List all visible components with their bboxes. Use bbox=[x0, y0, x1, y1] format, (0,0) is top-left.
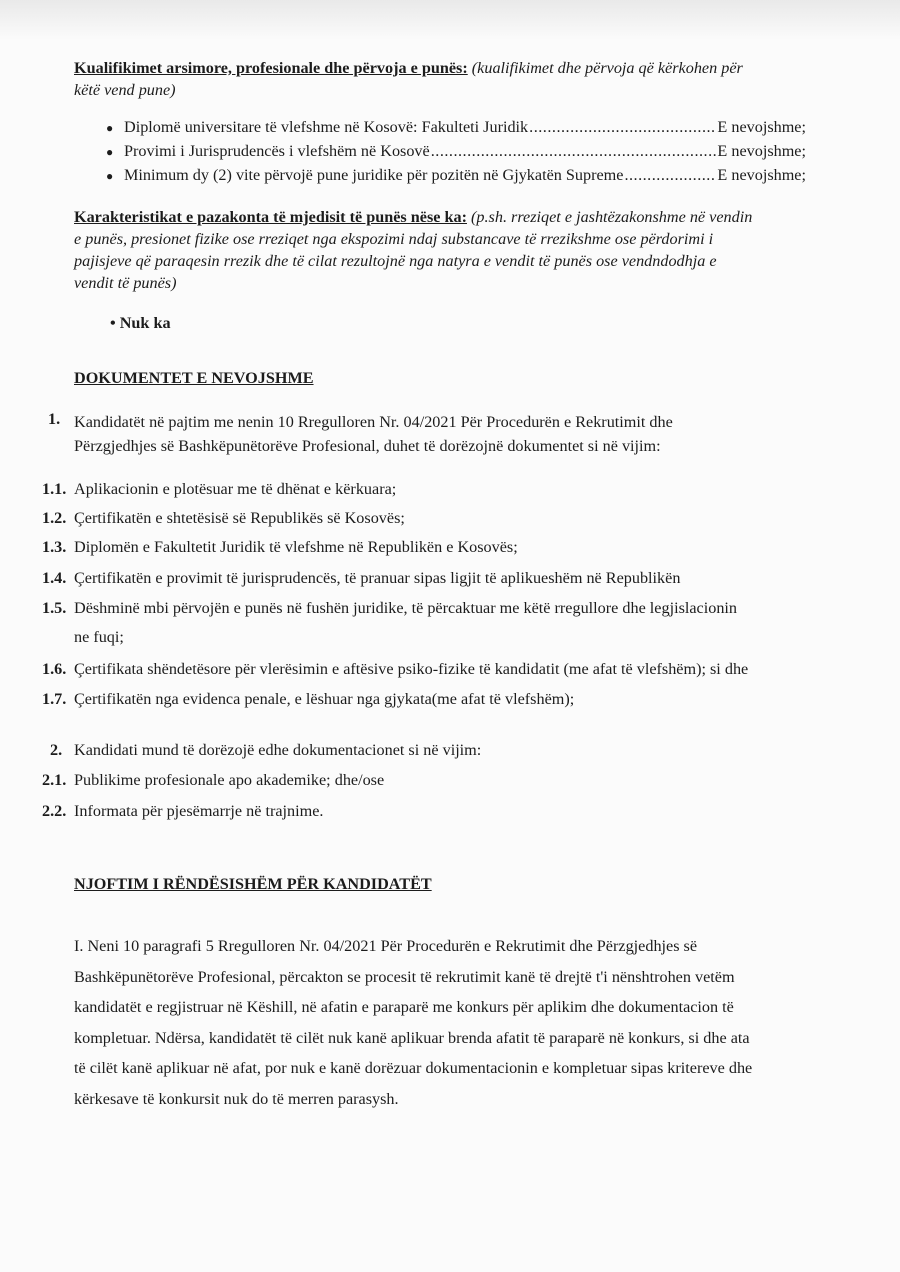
notice-paragraph bbox=[74, 931, 814, 1114]
list-item bbox=[106, 118, 806, 142]
qualification-requirement: E nevojshme; bbox=[717, 166, 806, 184]
documents-heading: DOKUMENTET E NEVOJSHME bbox=[74, 369, 314, 387]
leader-dots bbox=[529, 118, 716, 137]
qualification-requirement: E nevojshme; bbox=[717, 142, 806, 160]
subitem-text: Çertifikata shëndetësore për vlerësimin e aftësive psiko-fizike të kandidatit (me afat të vlefshëm); si dhe bbox=[74, 660, 749, 678]
subitem-number: 1.2. bbox=[42, 509, 67, 527]
environment-header bbox=[74, 207, 834, 294]
subitem-number: 2.1. bbox=[42, 771, 67, 789]
environment-note-1: (p.sh. rreziqet e jashtëzakonshme në vendin bbox=[471, 208, 753, 226]
item-text: Kandidati mund të dorëzojë edhe dokumentacionet si në vijim: bbox=[74, 741, 482, 759]
notice-line-2: Bashkëpunëtorëve Profesional, përcakton se procesit të rekrutimit kanë të drejtë t'i nënshtrohen vetëm bbox=[74, 967, 735, 986]
subitem-text: Publikime profesionale apo akademike; dhe/ose bbox=[74, 771, 385, 789]
subitem-number: 1.7. bbox=[42, 690, 67, 708]
documents-intro-line-2: Përzgjedhjes së Bashkëpunëtorëve Profesional, duhet të dorëzojnë dokumentet si në vijim: bbox=[74, 437, 661, 455]
notice-line-3: kandidatët e regjistruar në Këshill, në afatin e paraparë me konkurs për aplikim dhe dokumentacion të bbox=[74, 998, 734, 1016]
subitem-number: 1.5. bbox=[42, 599, 67, 617]
qualifications-note: (kualifikimet dhe përvoja që kërkohen për bbox=[471, 59, 743, 77]
notice-line-1: I. Neni 10 paragrafi 5 Rregulloren Nr. 04/2021 Për Procedurën e Rekrutimit dhe Përzgjedhjes së bbox=[74, 937, 698, 955]
documents-intro-line-1: Kandidatët në pajtim me nenin 10 Rregulloren Nr. 04/2021 Për Procedurën e Rekrutimit dhe bbox=[74, 413, 673, 431]
bullet-icon: ● bbox=[106, 145, 114, 159]
subitem-text: Çertifikatën e shtetësisë së Republikës së Kosovës; bbox=[74, 509, 405, 527]
scan-shadow bbox=[0, 0, 900, 40]
subitem-text: Çertifikatën e provimit të jurisprudencës, të pranuar sipas ligjit të aplikueshëm në Republikën bbox=[74, 569, 681, 587]
item-number: 1. bbox=[48, 410, 61, 428]
environment-note-2: e punës, presionet fizike ose rreziqet nga ekspozimi ndaj substancave të rrezikshme ose përdorimi i bbox=[74, 229, 714, 248]
notice-heading: NJOFTIM I RËNDËSISHËM PËR KANDIDATËT bbox=[74, 875, 432, 893]
qualification-text: Provimi i Jurisprudencës i vlefshëm në Kosovë bbox=[124, 142, 430, 160]
leader-dots bbox=[624, 166, 716, 185]
qualifications-heading: Kualifikimet arsimore, profesionale dhe përvoja e punës: bbox=[74, 59, 468, 77]
environment-value: • Nuk ka bbox=[110, 314, 171, 332]
subitem-text: Informata për pjesëmarrje në trajnime. bbox=[74, 802, 324, 820]
bullet-icon: ● bbox=[106, 121, 114, 135]
qualification-requirement: E nevojshme; bbox=[717, 118, 806, 136]
environment-heading: Karakteristikat e pazakonta të mjedisit të punës nëse ka: bbox=[74, 208, 467, 226]
subitem-text: Çertifikatën nga evidenca penale, e lëshuar nga gjykata(me afat të vlefshëm); bbox=[74, 690, 575, 708]
notice-line-6: kërkesave të konkursit nuk do të merren parasysh. bbox=[74, 1089, 399, 1108]
subitem-text: Dëshminë mbi përvojën e punës në fushën juridike, të përcaktuar me këtë rregullore dhe legjislacionin bbox=[74, 599, 738, 617]
notice-line-5: të cilët kanë aplikuar në afat, por nuk e kanë dorëzuar dokumentacionin e kompletuar sipas kritereve dhe bbox=[74, 1059, 753, 1077]
leader-dots bbox=[431, 142, 717, 161]
qualification-text: Minimum dy (2) vite përvojë pune juridike për pozitën në Gjykatën Supreme bbox=[124, 166, 624, 184]
subitem-number: 1.4. bbox=[42, 569, 67, 587]
qualifications-list bbox=[106, 118, 806, 190]
subitem-number: 2.2. bbox=[42, 802, 67, 820]
environment-note-4: vendit të punës) bbox=[74, 273, 177, 292]
bullet-icon: ● bbox=[106, 169, 114, 183]
notice-line-4: kompletuar. Ndërsa, kandidatët të cilët nuk kanë aplikuar brenda afatit të paraparë në konkurs, si dhe ata bbox=[74, 1028, 750, 1047]
list-item bbox=[106, 142, 806, 166]
qualification-text: Diplomë universitare të vlefshme në Kosovë: Fakulteti Juridik bbox=[124, 118, 529, 136]
list-item bbox=[106, 166, 806, 190]
documents-intro bbox=[74, 410, 814, 458]
environment-note-3: pajisjeve që paraqesin rrezik dhe të cilat rezultojnë nga natyra e vendit të punës ose vendndodhja e bbox=[74, 251, 717, 270]
subitem-text: Diplomën e Fakultetit Juridik të vlefshme në Republikën e Kosovës; bbox=[74, 538, 518, 556]
qualifications-header bbox=[74, 58, 824, 102]
subitem-text: Aplikacionin e plotësuar me të dhënat e kërkuara; bbox=[74, 480, 397, 498]
subitem-number: 1.1. bbox=[42, 480, 67, 498]
subitem-text-continued: ne fuqi; bbox=[74, 628, 124, 646]
qualifications-note-2: këtë vend pune) bbox=[74, 80, 176, 99]
subitem-number: 1.3. bbox=[42, 538, 67, 556]
item-number: 2. bbox=[50, 741, 63, 759]
subitem-number: 1.6. bbox=[42, 660, 67, 678]
